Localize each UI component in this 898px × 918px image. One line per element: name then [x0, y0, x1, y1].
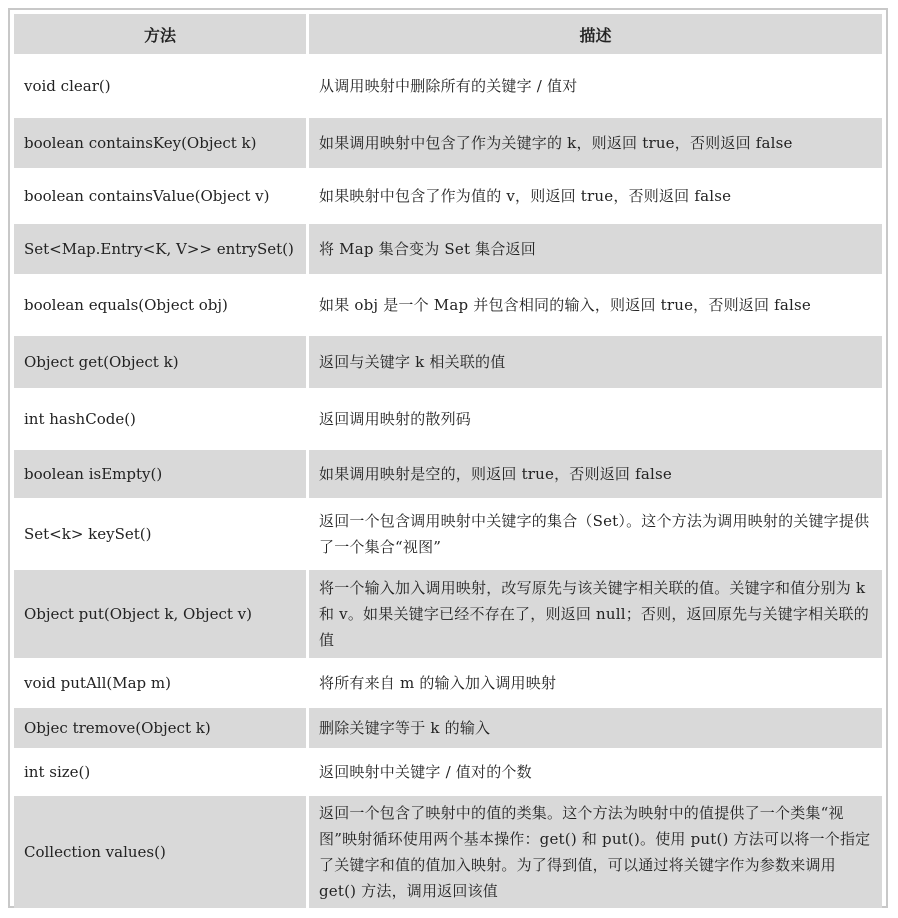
description-cell: 返回一个包含调用映射中关键字的集合（Set）。这个方法为调用映射的关键字提供了一个集合“视图”	[306, 501, 882, 567]
table-row	[14, 450, 882, 498]
header-method: 方法	[14, 14, 306, 54]
method-cell: boolean containsKey(Object k)	[14, 118, 306, 168]
table-frame	[8, 8, 888, 908]
table-row	[14, 661, 882, 705]
method-cell: Object put(Object k, Object v)	[14, 570, 306, 658]
table-row	[14, 501, 882, 567]
description-cell: 返回一个包含了映射中的值的类集。这个方法为映射中的值提供了一个类集“视图”映射循环使用两个基本操作：get() 和 put()。使用 put() 方法可以将一个指定了关键字和值的值加入映射。为了得到值，可以通过将关键字作为参数来调用 get() 方法，调用返回该值	[306, 796, 882, 908]
description-cell: 将一个输入加入调用映射，改写原先与该关键字相关联的值。关键字和值分别为 k 和 v。如果关键字已经不存在了，则返回 null；否则，返回原先与关键字相关联的值	[306, 570, 882, 658]
method-cell: Object get(Object k)	[14, 336, 306, 388]
description-cell: 删除关键字等于 k 的输入	[306, 708, 882, 748]
description-cell: 返回调用映射的散列码	[306, 391, 882, 447]
description-cell: 返回与关键字 k 相关联的值	[306, 336, 882, 388]
description-cell: 如果 obj 是一个 Map 并包含相同的输入，则返回 true，否则返回 false	[306, 277, 882, 333]
table-row	[14, 336, 882, 388]
map-methods-table	[14, 11, 882, 911]
method-cell: int size()	[14, 751, 306, 793]
table-row	[14, 171, 882, 221]
description-cell: 将所有来自 m 的输入加入调用映射	[306, 661, 882, 705]
table-header-row	[14, 14, 882, 54]
header-description: 描述	[306, 14, 882, 54]
table-row	[14, 277, 882, 333]
method-cell: boolean containsValue(Object v)	[14, 171, 306, 221]
table-row	[14, 570, 882, 658]
description-cell: 返回映射中关键字 / 值对的个数	[306, 751, 882, 793]
method-cell: Set<Map.Entry<K, V>> entrySet()	[14, 224, 306, 274]
method-cell: Collection values()	[14, 796, 306, 908]
table-row	[14, 708, 882, 748]
description-cell: 如果映射中包含了作为值的 v，则返回 true，否则返回 false	[306, 171, 882, 221]
method-cell: Objec tremove(Object k)	[14, 708, 306, 748]
description-cell: 如果调用映射中包含了作为关键字的 k，则返回 true，否则返回 false	[306, 118, 882, 168]
method-cell: Set<k> keySet()	[14, 501, 306, 567]
table-row	[14, 391, 882, 447]
table-row	[14, 57, 882, 115]
method-cell: int hashCode()	[14, 391, 306, 447]
table-row	[14, 751, 882, 793]
description-cell: 将 Map 集合变为 Set 集合返回	[306, 224, 882, 274]
method-cell: void putAll(Map m)	[14, 661, 306, 705]
description-cell: 从调用映射中删除所有的关键字 / 值对	[306, 57, 882, 115]
description-cell: 如果调用映射是空的，则返回 true，否则返回 false	[306, 450, 882, 498]
method-cell: void clear()	[14, 57, 306, 115]
table-row	[14, 796, 882, 908]
method-cell: boolean equals(Object obj)	[14, 277, 306, 333]
table-row	[14, 224, 882, 274]
table-row	[14, 118, 882, 168]
method-cell: boolean isEmpty()	[14, 450, 306, 498]
